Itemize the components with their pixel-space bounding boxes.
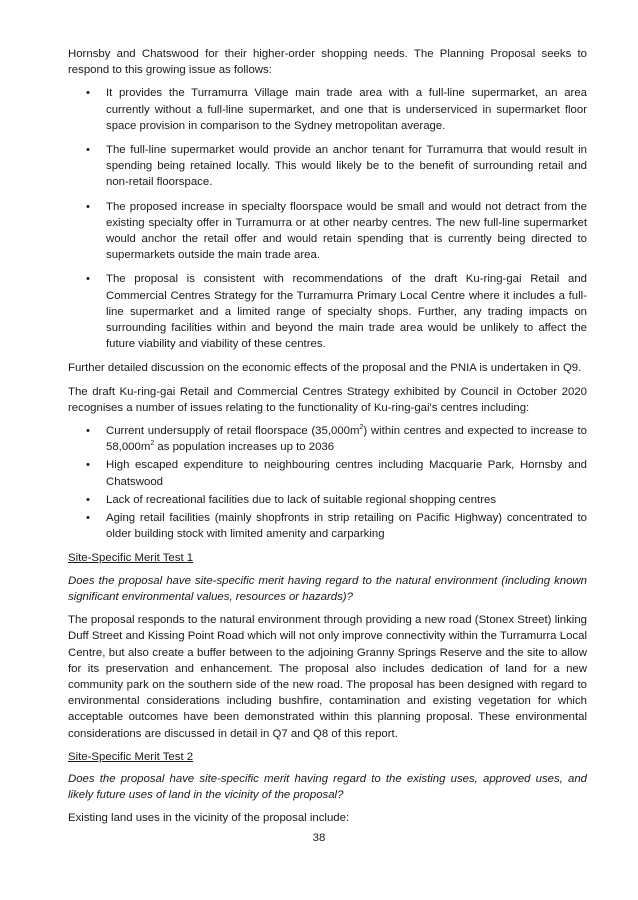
strategy-intro-paragraph: The draft Ku-ring-gai Retail and Commercial Centres Strategy exhibited by Council in October 2020 recognises a number of issues relating to the functionality of Ku-ring-gai's centres including: [68,385,587,414]
list-item-text: The proposed increase in specialty floorspace would be small and would not detract from the existing specialty offer in Turramurra or at other nearby centres. The new full-line supermarket would anchor the retail offer and would retain spending that is currently being directed to supermarkets outside the main trade area. [106,200,587,262]
bullet-icon: • [86,493,90,506]
superscript-two: 2 [150,440,155,448]
bullet-icon: • [86,512,90,525]
bullet-icon: • [86,425,90,438]
bullet-icon: • [86,200,90,213]
further-discussion-paragraph: Further detailed discussion on the economic effects of the proposal and the PNIA is undertaken in Q9. [68,362,582,375]
bullet-icon: • [86,144,90,157]
list-item [68,510,587,542]
bullet-icon: • [86,273,90,286]
merit-test-2-answer: Existing land uses in the vicinity of the proposal include: [68,812,350,825]
list-item [68,271,587,352]
merit-test-2-question: Does the proposal have site-specific merit having regard to the existing uses, approved uses, and likely future uses of land in the vicinity of the proposal? [68,772,587,802]
list-item-text: It provides the Turramurra Village main trade area with a full-line supermarket, an area currently without a full-line supermarket, and one that is underserviced in supermarket floor space provision in comparison to the Sydney metropolitan average. [106,87,587,132]
list-item-text: Aging retail facilities (mainly shopfronts in strip retailing on Pacific Highway) concentrated to older building stock with limited amenity and carparking [106,512,587,541]
undersupply-text-c: as population increases up to 2036 [154,441,335,454]
list-item [68,85,587,134]
merit-test-1-answer: The proposal responds to the natural environment through providing a new road (Stonex Street) linking Duff Street and Kissing Point Road which will not only improve connectivity within the Turramurra Local Centre, but also create a buffer between to the adjoining Granny Springs Reserve and the site to allow for its preservation and enhancement. The proposal also includes dedication of land for a new community park on the southern side of the new road. The proposal has been designed with regard to environmental considerations including bushfire, contamination and existing vegetation for which acceptable outcomes have been demonstrated within this planning proposal. These environmental considerations are discussed in detail in Q7 and Q8 of this report. [68,614,587,740]
list-item [68,492,587,508]
page-number: 38 [312,832,326,844]
issues-list [68,423,587,542]
list-item-text: The proposal is consistent with recommendations of the draft Ku-ring-gai Retail and Commercial Centres Strategy for the Turramurra Primary Local Centre where it includes a full-line supermarket and a limited range of specialty shops. Further, any trading impacts on surrounding facilities within and beyond the main trade area would be unlikely to affect the future viability and viability of these centres. [106,273,587,351]
proposal-points-list [68,85,587,352]
intro-paragraph: Hornsby and Chatswood for their higher-order shopping needs. The Planning Proposal seeks to respond to this growing issue as follows: [68,48,587,77]
superscript-two: 2 [359,424,364,432]
bullet-icon: • [86,87,90,100]
list-item-text: Lack of recreational facilities due to lack of suitable regional shopping centres [106,493,497,506]
list-item [68,457,587,489]
document-page [68,46,587,834]
undersupply-text-b: ) within centres and expected to increase to 58,000m [106,425,587,454]
merit-test-1-question: Does the proposal have site-specific merit having regard to the natural environment (including known significant environmental values, resources or hazards)? [68,574,587,603]
list-item-text: High escaped expenditure to neighbouring centres including Macquarie Park, Hornsby and Chatswood [106,459,587,488]
merit-test-2-heading: Site-Specific Merit Test 2 [68,750,194,763]
list-item [68,142,587,191]
bullet-icon: • [86,459,90,472]
list-item [68,423,587,455]
list-item-text: The full-line supermarket would provide an anchor tenant for Turramurra that would result in spending being retained locally. This would likely be to the benefit of surrounding retail and non-retail floorspace. [106,144,587,189]
undersupply-text-a: Current undersupply of retail floorspace (35,000m [106,425,360,438]
merit-test-1-heading: Site-Specific Merit Test 1 [68,552,194,565]
list-item [68,199,587,264]
